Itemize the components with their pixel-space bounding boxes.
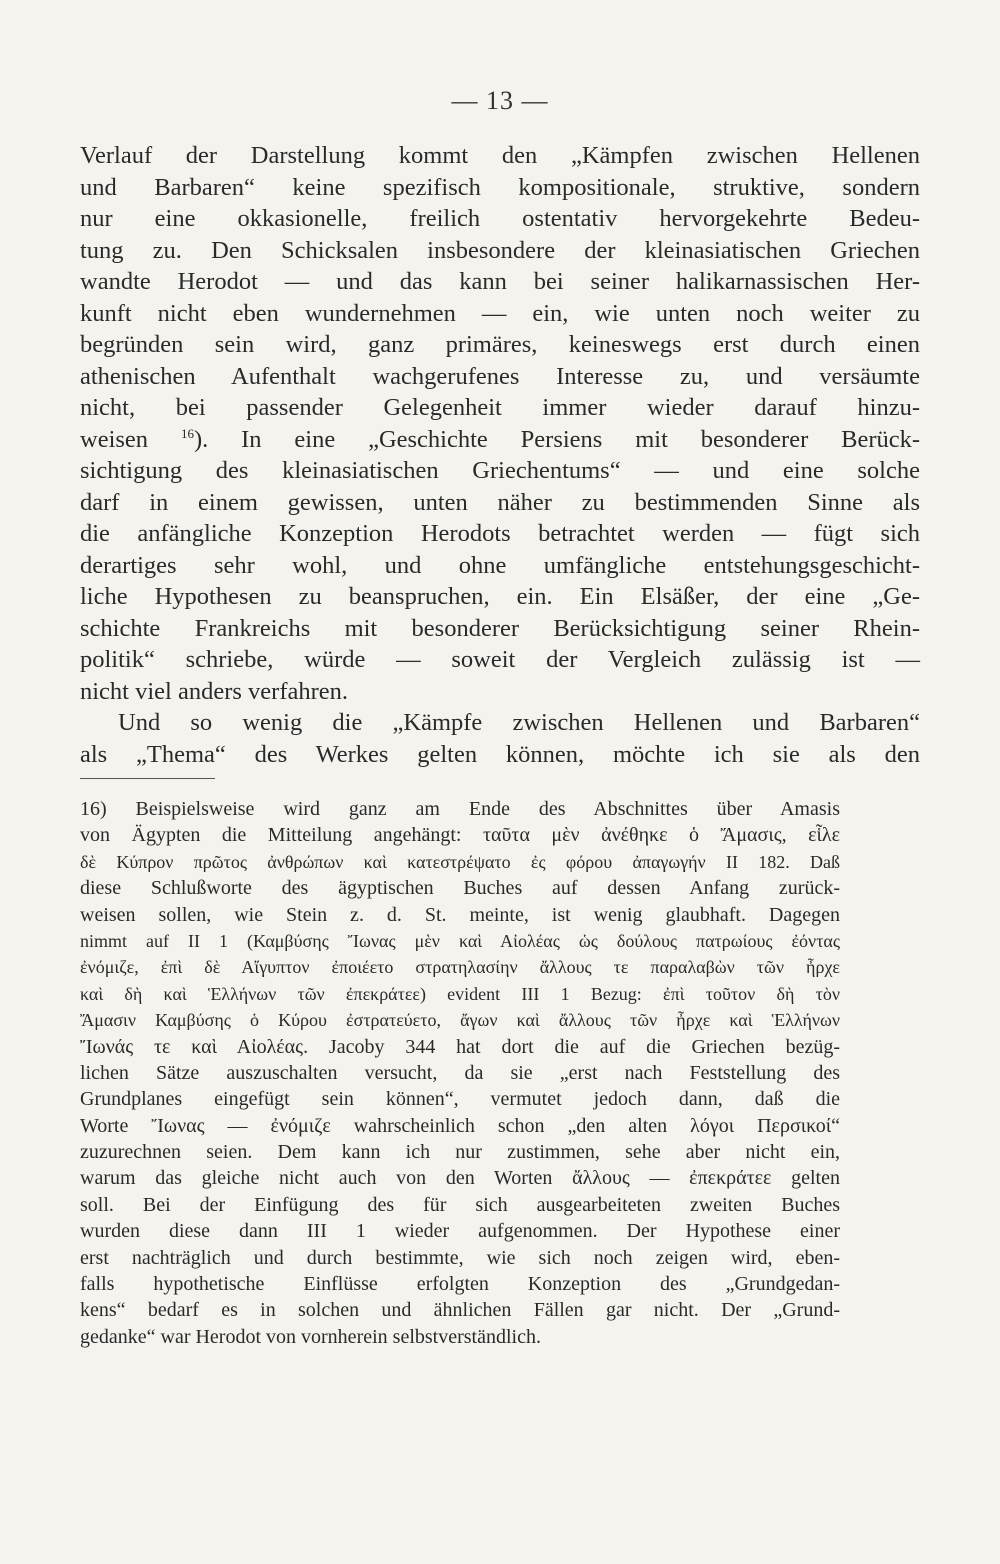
footnote-line: Ἴωνάς τε καὶ Αἰολέας. Jacoby 344 hat dort die auf die Griechen bezüg- (80, 1035, 840, 1058)
footnote-line: soll. Bei der Einfügung des für sich ausgearbeiteten zweiten Buches (80, 1193, 840, 1216)
footnote-line: kens“ bedarf es in solchen und ähnlichen Fällen gar nicht. Der „Grund- (80, 1299, 840, 1322)
text-line: tung zu. Den Schicksalen insbesondere der kleinasiatischen Griechen (80, 236, 920, 264)
body-text (80, 140, 920, 770)
text-line: wandte Herodot — und das kann bei seiner halikarnassischen Her- (80, 268, 920, 295)
page-number: — 13 — (451, 86, 549, 115)
footnote-line: Worte Ἴωνας — ἐνόμιζε wahrscheinlich schon „den alten λόγοι Περσικοί“ (80, 1114, 840, 1137)
footnote-line: Grundplanes eingefügt sein können“, vermutet jedoch dann, daß die (80, 1088, 840, 1111)
text-line: nicht viel anders verfahren. (80, 677, 349, 705)
footnote-block (80, 796, 840, 1350)
footnote-separator (80, 778, 215, 779)
footnote-line: falls hypothetische Einflüsse erfolgten Konzeption des „Grundgedan- (80, 1273, 840, 1296)
text-line: nicht, bei passender Gelegenheit immer wieder darauf hinzu- (80, 394, 920, 421)
text-line: nur eine okkasionelle, freilich ostentativ hervorgekehrte Bedeu- (80, 205, 920, 232)
text-line: darf in einem gewissen, unten näher zu bestimmenden Sinne als (80, 488, 920, 516)
text-line: und Barbaren“ keine spezifisch kompositionale, struktive, sondern (80, 173, 920, 201)
footnote-reference[interactable]: 16 (180, 425, 194, 441)
footnote-line: gedanke“ war Herodot von vornherein selbstverständlich. (80, 1325, 541, 1348)
text-line: liche Hypothesen zu beanspruchen, ein. Ein Elsäßer, der eine „Ge- (80, 583, 920, 610)
footnote-line: diese Schlußworte des ägyptischen Buches auf dessen Anfang zurück- (80, 877, 840, 900)
footnote-line: καὶ δὴ καὶ Ἑλλήνων τῶν ἐπεκράτεε) evident III 1 Bezug: ἐπὶ τοῦτον δὴ τὸν (80, 983, 840, 1004)
footnote-line: δὲ Κύπρον πρῶτος ἀνθρώπων καὶ κατεστρέψατο ἐς φόρου ἀπαγωγήν II 182. Daß (80, 851, 840, 872)
footnote-line: weisen sollen, wie Stein z. d. St. meinte, ist wenig glaubhaft. Dagegen (80, 903, 840, 926)
footnote-line: warum das gleiche nicht auch von den Worten ἄλλους — ἐπεκράτεε gelten (80, 1167, 840, 1190)
text-fragment: ). In eine „Geschichte Persiens mit besonderer Berück- (193, 425, 921, 453)
text-line: derartiges sehr wohl, und ohne umfängliche entstehungsgeschicht- (80, 551, 920, 579)
footnote-line: nimmt auf II 1 (Καμβύσης Ἴωνας μὲν καὶ Αἰολέας ὡς δούλους πατρωίους ἐόντας (80, 930, 840, 951)
text-line: Verlauf der Darstellung kommt den „Kämpfen zwischen Hellenen (80, 142, 920, 169)
text-line: sichtigung des kleinasiatischen Griechentums“ — und eine solche (80, 457, 920, 484)
text-fragment: weisen (80, 425, 149, 453)
footnote-line: ἐνόμιζε, ἐπὶ δὲ Αἴγυπτον ἐποιέετο στρατηλασίην ἄλλους τε παραλαβὼν τῶν ἦρχε (80, 957, 840, 978)
text-line: athenischen Aufenthalt wachgerufenes Interesse zu, und versäumte (80, 362, 920, 390)
footnote-line: Ἄμασιν Καμβύσης ὁ Κύρου ἐστρατεύετο, ἄγων καὶ ἄλλους τῶν ἦρχε καὶ Ἑλλήνων (80, 1010, 840, 1031)
footnote-line: zuzurechnen seien. Dem kann ich nur zustimmen, sehe aber nicht ein, (80, 1141, 840, 1164)
paragraph-first-line: Und so wenig die „Kämpfe zwischen Hellenen und Barbaren“ (118, 709, 920, 736)
text-line-with-footnote-ref (80, 424, 920, 456)
footnote-line: wurden diese dann III 1 wieder aufgenommen. Der Hypothese einer (80, 1220, 840, 1243)
text-line: schichte Frankreichs mit besonderer Berücksichtigung seiner Rhein- (80, 614, 920, 642)
text-line: als „Thema“ des Werkes gelten können, möchte ich sie als den (80, 740, 920, 768)
footnote-line: erst nachträglich und durch bestimmte, wie sich noch zeigen wird, eben- (80, 1246, 840, 1269)
text-line: begründen sein wird, ganz primäres, keineswegs erst durch einen (80, 331, 920, 358)
text-line: kunft nicht eben wundernehmen — ein, wie unten noch weiter zu (80, 299, 920, 327)
footnote-line: von Ägypten die Mitteilung angehängt: ταῦτα μὲν ἀνέθηκε ὁ Ἄμασις, εἷλε (80, 824, 840, 847)
text-line: die anfängliche Konzeption Herodots betrachtet werden — fügt sich (80, 520, 920, 547)
footnote-line: lichen Sätze auszuschalten versucht, da sie „erst nach Feststellung des (80, 1061, 840, 1084)
text-line: politik“ schriebe, würde — soweit der Vergleich zulässig ist — (80, 646, 920, 673)
footnote-line: 16) Beispielsweise wird ganz am Ende des Abschnittes über Amasis (80, 798, 840, 820)
